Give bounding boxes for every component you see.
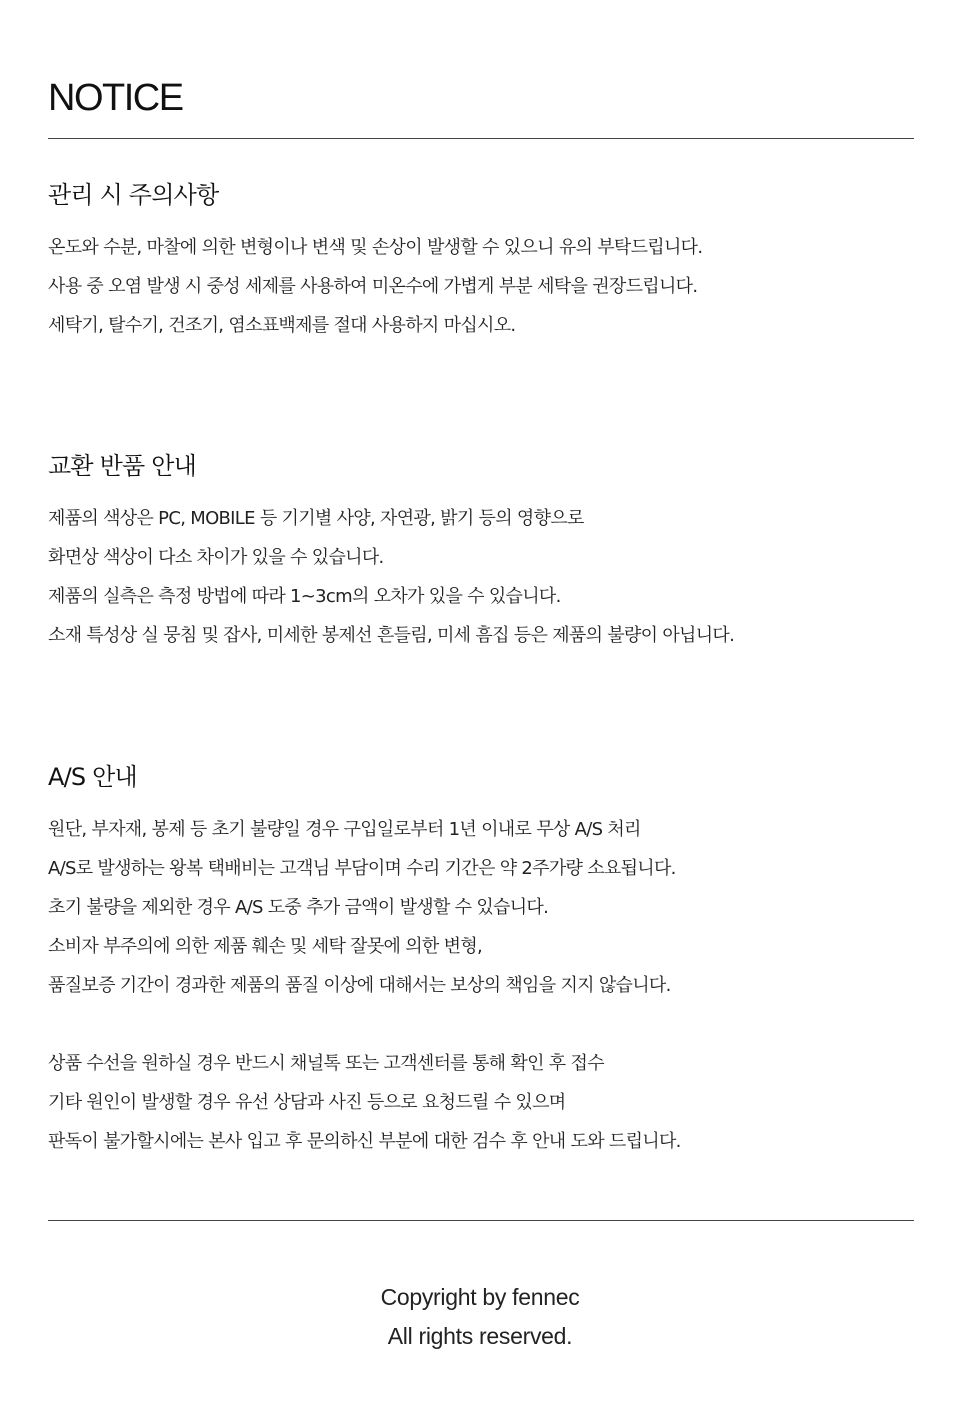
page-title: NOTICE [48, 77, 183, 119]
section-heading: A/S 안내 [48, 763, 137, 791]
section-heading: 교환 반품 안내 [48, 452, 196, 480]
list-item: 상품 수선을 원하실 경우 반드시 채널톡 또는 고객센터를 통해 확인 후 접수 [48, 1053, 604, 1074]
list-spacer [48, 1005, 914, 1044]
list-item: 온도와 수분, 마찰에 의한 변형이나 변색 및 손상이 발생할 수 있으니 유의 부탁드립니다. [48, 237, 703, 258]
top-divider [48, 138, 914, 139]
list-item: 품질보증 기간이 경과한 제품의 품질 이상에 대해서는 보상의 책임을 지지 않습니다. [48, 975, 671, 996]
care-instructions-section [48, 180, 914, 345]
as-info-section [48, 762, 914, 1161]
rights-text: All rights reserved. [387, 1323, 573, 1349]
list-item: 제품의 색상은 PC, MOBILE 등 기기별 사양, 자연광, 밝기 등의 영향으로 [48, 508, 584, 529]
list-item: 세탁기, 탈수기, 건조기, 염소표백제를 절대 사용하지 마십시오. [48, 315, 516, 336]
care-instructions-list [48, 228, 914, 345]
exchange-return-section [48, 451, 914, 655]
list-item: 화면상 색상이 다소 차이가 있을 수 있습니다. [48, 547, 384, 568]
list-item: 제품의 실측은 측정 방법에 따라 1~3cm의 오차가 있을 수 있습니다. [48, 586, 561, 607]
section-heading: 관리 시 주의사항 [48, 181, 219, 209]
list-item: 사용 중 오염 발생 시 중성 세제를 사용하여 미온수에 가볍게 부분 세탁을 권장드립니다. [48, 276, 698, 297]
exchange-return-list [48, 499, 914, 655]
as-info-list [48, 810, 914, 1161]
list-item: 소비자 부주의에 의한 제품 훼손 및 세탁 잘못에 의한 변형, [48, 936, 483, 957]
bottom-divider [48, 1220, 914, 1221]
list-item: 초기 불량을 제외한 경우 A/S 도중 추가 금액이 발생할 수 있습니다. [48, 897, 549, 918]
list-item: 기타 원인이 발생할 경우 유선 상담과 사진 등으로 요청드릴 수 있으며 [48, 1092, 566, 1113]
page-footer [0, 1278, 960, 1356]
list-item: 소재 특성상 실 뭉침 및 잡사, 미세한 봉제선 흔들림, 미세 흠집 등은 제품의 불량이 아닙니다. [48, 625, 735, 646]
copyright-text: Copyright by fennec [380, 1284, 580, 1310]
list-item: 판독이 불가할시에는 본사 입고 후 문의하신 부분에 대한 검수 후 안내 도와 드립니다. [48, 1131, 681, 1152]
list-item: A/S로 발생하는 왕복 택배비는 고객님 부담이며 수리 기간은 약 2주가량 소요됩니다. [48, 858, 676, 879]
list-item: 원단, 부자재, 봉제 등 초기 불량일 경우 구입일로부터 1년 이내로 무상 A/S 처리 [48, 819, 641, 840]
